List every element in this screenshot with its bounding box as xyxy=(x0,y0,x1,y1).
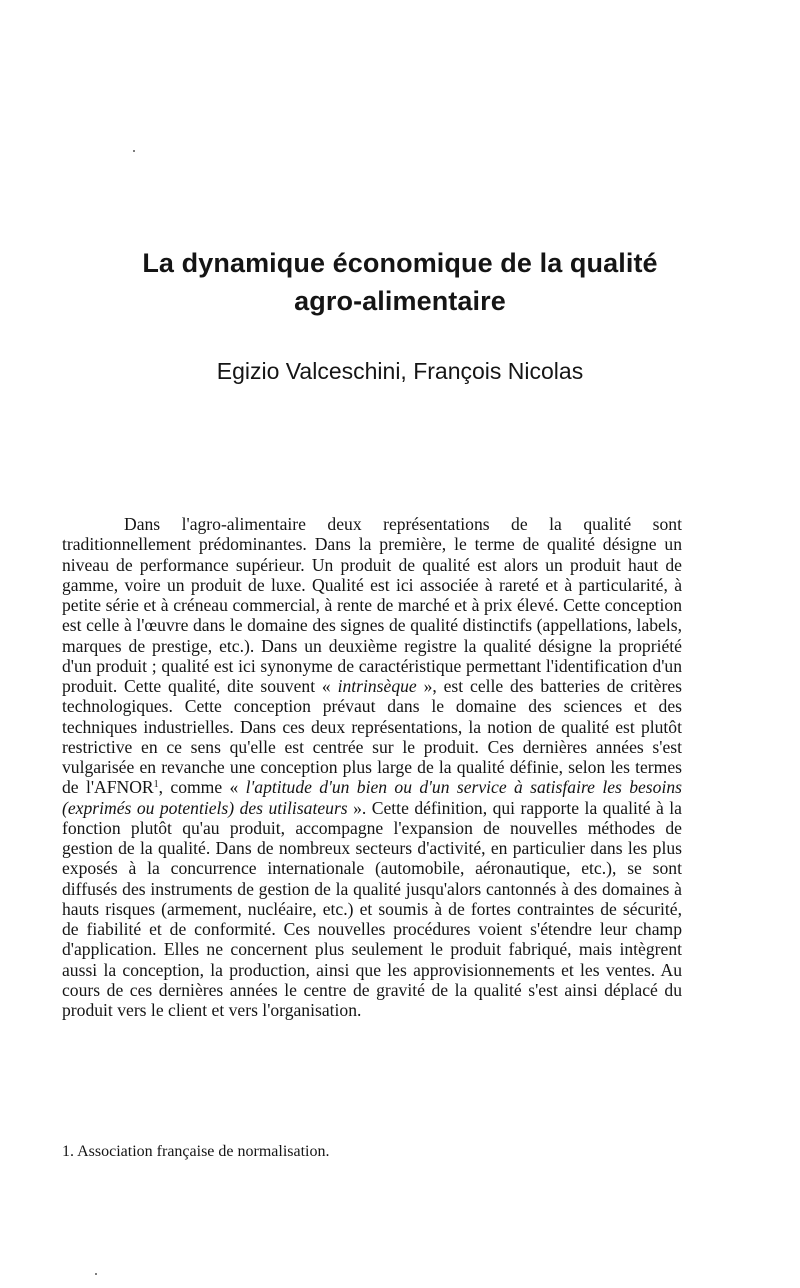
abstract-text-part-3: , comme « xyxy=(158,777,246,798)
abstract-paragraph xyxy=(62,514,682,1020)
title-line-1: La dynamique économique de la qualité xyxy=(142,248,658,278)
abstract-text-part-2: », est celle des batteries de critères technologiques. Cette conception prévaut dans le domaine des sciences et des techniques industrielles. Dans ces deux représentations, la notion de qualité est plutôt restrictive en ce sens qu'elle est centrée sur le produit. Ces dernières années s'est vulgarisée en revanche une conception plus large de la qualité définie, selon les termes de l'AFNOR xyxy=(62,676,682,798)
abstract-text-part-4: ». Cette définition, qui rapporte la qualité à la fonction plutôt qu'au produit, accompagne l'expansion de nouvelles méthodes de gestion de la qualité. Dans de nombreux secteurs d'activité, en particulier dans les plus exposés à la concurrence internationale (automobile, aéronautique, etc.), se sont diffusés des instruments de gestion de la qualité jusqu'alors cantonnés à des domaines à hauts risques (armement, nucléaire, etc.) et soumis à de fortes contraintes de sécurité, de fiabilité et de conformité. Ces nouvelles procédures voient s'étendre leur champ d'application. Elles ne concernent plus seulement le produit fabriqué, mais intègrent aussi la conception, la production, ainsi que les approvisionnements et les ventes. Au cours de ces dernières années le centre de gravité de la qualité s'est ainsi déplacé du produit vers le client et vers l'organisation. xyxy=(62,797,682,1020)
footnote: 1. Association française de normalisation. xyxy=(62,1143,330,1160)
abstract-italic-quote: l'aptitude d'un bien ou d'un service à satisfaire les besoins (exprimés ou potentiels) des utilisateurs xyxy=(62,777,682,818)
footnote-reference: 1 xyxy=(153,779,159,791)
scan-speck xyxy=(95,1273,97,1275)
article-authors: Egizio Valceschini, François Nicolas xyxy=(216,358,584,384)
article-title xyxy=(40,244,760,320)
abstract-text-part-1: Dans l'agro-alimentaire deux représentations de la qualité sont traditionnellement prédominantes. Dans la première, le terme de qualité désigne un niveau de performance supérieur. Un produit de qualité est alors un produit haut de gamme, voire un produit de luxe. Qualité est ici associée à rareté et à particularité, à petite série et à créneau commercial, à rente de marché et à prix élevé. Cette conception est celle à l'œuvre dans le domaine des signes de qualité distinctifs (appellations, labels, marques de prestige, etc.). Dans un deuxième registre la qualité désigne la propriété d'un produit ; qualité est ici synonyme de caractéristique permettant l'identification d'un produit. Cette qualité, dite souvent « xyxy=(62,514,682,696)
title-line-2: agro-alimentaire xyxy=(294,286,506,316)
scan-speck xyxy=(133,150,135,152)
abstract-italic-term: intrinsèque xyxy=(337,676,417,696)
